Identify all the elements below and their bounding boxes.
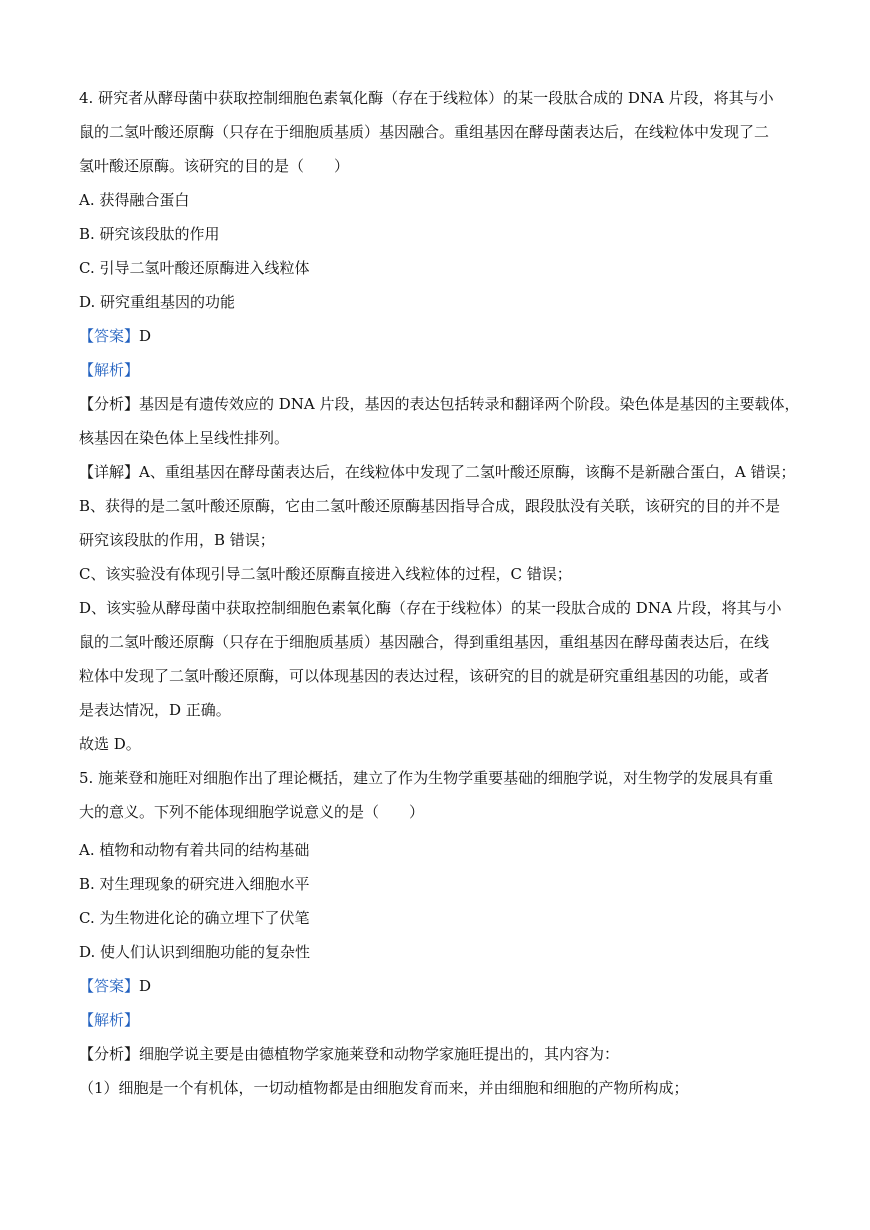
q4-option-b: B. 研究该段肽的作用: [79, 225, 220, 243]
q4-xiangjie-line-8: 是表达情况，D 正确。: [79, 701, 231, 719]
q4-stem-line-3: 氢叶酸还原酶。该研究的目的是（ ）: [79, 157, 350, 175]
q4-answer-tag: 【答案】: [79, 327, 140, 345]
q5-stem-line-1: 5. 施莱登和施旺对细胞作出了理论概括，建立了作为生物学重要基础的细胞学说，对生物学的发展具有重: [79, 769, 774, 787]
q5-analysis-tag: 【解析】: [79, 1011, 140, 1029]
q5-answer-tag: 【答案】: [79, 977, 140, 995]
q5-option-c: C. 为生物进化论的确立埋下了伏笔: [79, 909, 310, 927]
q5-option-d: D. 使人们认识到细胞功能的复杂性: [79, 943, 311, 961]
q4-answer-value: D: [139, 327, 152, 345]
q4-xiangjie-line-3: 研究该段肽的作用，B 错误；: [79, 531, 275, 549]
q4-fenxi-line-2: 核基因在染色体上呈线性排列。: [79, 429, 290, 447]
q5-option-a: A. 植物和动物有着共同的结构基础: [79, 841, 310, 859]
q5-fenxi-line: [79, 1044, 619, 1064]
q4-analysis-tag: 【解析】: [79, 361, 140, 379]
q4-conclusion: 故选 D。: [79, 735, 141, 753]
q4-option-d: D. 研究重组基因的功能: [79, 293, 236, 311]
q5-option-b: B. 对生理现象的研究进入细胞水平: [79, 875, 310, 893]
q4-xiangjie-line-6: 鼠的二氢叶酸还原酶（只存在于细胞质基质）基因融合，得到重组基因，重组基因在酵母菌表达后，在线: [79, 633, 770, 651]
q5-fenxi-tag: 【分析】: [79, 1045, 140, 1063]
q4-stem-line-2: 鼠的二氢叶酸还原酶（只存在于细胞质基质）基因融合。重组基因在酵母菌表达后，在线粒体中发现了二: [79, 123, 770, 141]
q4-option-c: C. 引导二氢叶酸还原酶进入线粒体: [79, 259, 310, 277]
q5-point-1: （1）细胞是一个有机体，一切动植物都是由细胞发育而来，并由细胞和细胞的产物所构成；: [79, 1079, 689, 1097]
q4-stem-line-1: 4. 研究者从酵母菌中获取控制细胞色素氧化酶（存在于线粒体）的某一段肽合成的 DNA 片段，将其与小: [79, 89, 774, 107]
q5-fenxi-text: 细胞学说主要是由德植物学家施莱登和动物学家施旺提出的，其内容为：: [139, 1045, 620, 1063]
q4-xiangjie-line-5: D、该实验从酵母菌中获取控制细胞色素氧化酶（存在于线粒体）的某一段肽合成的 DNA 片段，将其与小: [79, 599, 782, 617]
q5-answer-value: D: [139, 977, 152, 995]
q4-xiangjie-text-1: A、重组基因在酵母菌表达后，在线粒体中发现了二氢叶酸还原酶，该酶不是新融合蛋白，A 错误；: [139, 463, 796, 481]
q4-fenxi-text-1: 基因是有遗传效应的 DNA 片段，基因的表达包括转录和翻译两个阶段。染色体是基因的主要载体，: [139, 395, 800, 413]
q4-fenxi-tag: 【分析】: [79, 395, 140, 413]
q4-xiangjie-line-1: [79, 462, 795, 482]
q4-answer: [79, 326, 151, 346]
q4-xiangjie-line-7: 粒体中发现了二氢叶酸还原酶，可以体现基因的表达过程，该研究的目的就是研究重组基因的功能，或者: [79, 667, 770, 685]
q4-xiangjie-line-4: C、该实验没有体现引导二氢叶酸还原酶直接进入线粒体的过程，C 错误；: [79, 565, 572, 583]
q5-analysis-heading: [79, 1010, 139, 1030]
q5-stem-line-2: 大的意义。下列不能体现细胞学说意义的是（ ）: [79, 803, 425, 821]
q5-answer: [79, 976, 151, 996]
q4-analysis-heading: [79, 360, 139, 380]
q4-xiangjie-tag: 【详解】: [79, 463, 140, 481]
q4-fenxi-line-1: [79, 394, 800, 414]
q4-xiangjie-line-2: B、获得的是二氢叶酸还原酶，它由二氢叶酸还原酶基因指导合成，跟段肽没有关联，该研究的目的并不是: [79, 497, 781, 515]
q4-option-a: A. 获得融合蛋白: [79, 191, 190, 209]
